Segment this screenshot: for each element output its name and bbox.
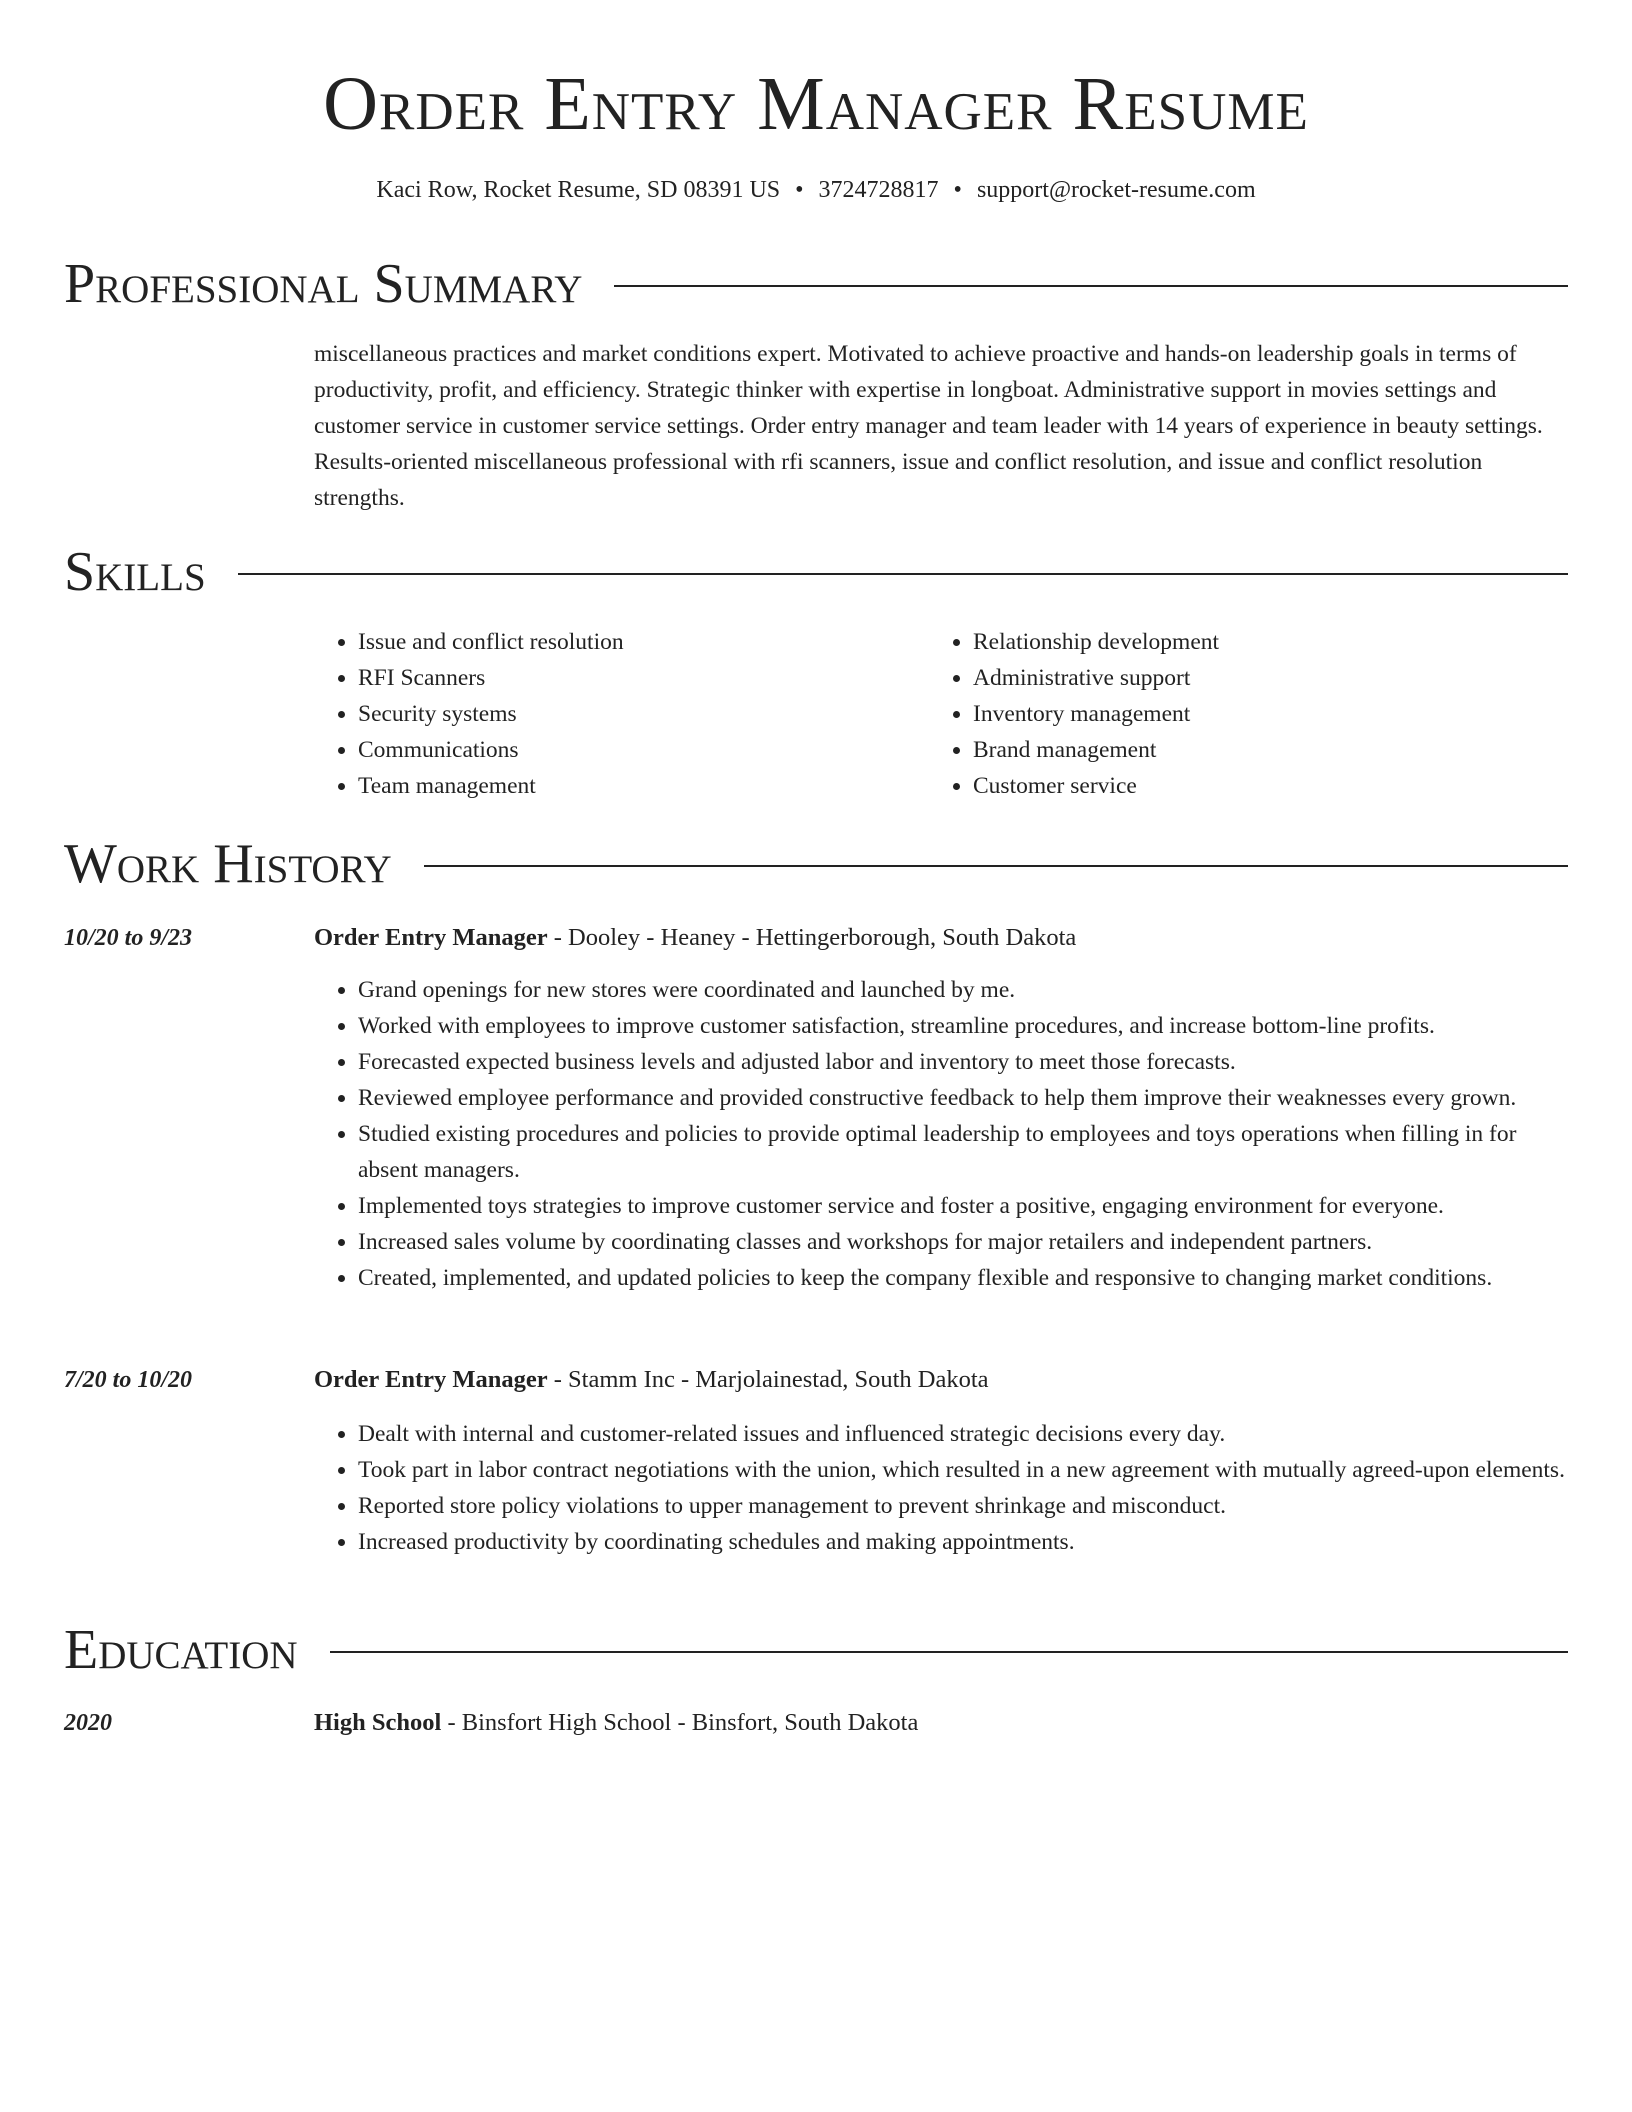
- skill-item: • Inventory management: [973, 696, 1573, 732]
- skill-item: • Customer service: [973, 768, 1573, 804]
- job-bullets: [314, 1416, 1568, 1560]
- skill-item: • Team management: [358, 768, 918, 804]
- work-heading: Work History: [64, 833, 392, 895]
- job-header: [314, 1362, 1568, 1398]
- job-bullet: • Studied existing procedures and policies to provide optimal leadership to employees and toys operations when filling in for absent managers.: [358, 1116, 1568, 1188]
- job-bullet: • Increased sales volume by coordinating classes and workshops for major retailers and independent partners.: [358, 1224, 1568, 1260]
- job-bullet: • Implemented toys strategies to improve customer service and foster a positive, engaging environment for everyone.: [358, 1188, 1568, 1224]
- contact-address: Kaci Row, Rocket Resume, SD 08391 US: [376, 177, 781, 203]
- summary-section-header: [64, 250, 1568, 318]
- job-bullet: • Worked with employees to improve customer satisfaction, streamline procedures, and increase bottom-line profits.: [358, 1008, 1568, 1044]
- skill-item: • Brand management: [973, 732, 1573, 768]
- job-bullets: [314, 972, 1568, 1296]
- skills-section-header: [64, 538, 1568, 606]
- job-employer: - Stamm Inc - Marjolainestad, South Dakota: [547, 1366, 989, 1393]
- job-bullet: • Took part in labor contract negotiations with the union, which resulted in a new agreement with mutually agreed-upon elements.: [358, 1452, 1568, 1488]
- work-section-header: [64, 830, 1568, 898]
- skills-list-right: [929, 624, 1573, 804]
- summary-heading: Professional Summary: [64, 253, 583, 315]
- skill-item: • Relationship development: [973, 624, 1573, 660]
- job-bullet: • Dealt with internal and customer-related issues and influenced strategic decisions every day.: [358, 1416, 1568, 1452]
- job-title: Order Entry Manager: [314, 1366, 548, 1393]
- education-section-header: [64, 1616, 1568, 1684]
- summary-text: miscellaneous practices and market conditions expert. Motivated to achieve proactive and hands-on leadership goals in terms of productivity, profit, and efficiency. Strategic thinker with expertise in longboat. Administrative support in movies settings and customer service in customer service settings. Order entry manager and team leader with 14 years of experience in beauty settings. Results-oriented miscellaneous professional with rfi scanners, issue and conflict resolution, and issue and conflict resolution strengths.: [314, 341, 1543, 511]
- education-entry: [314, 1705, 1568, 1741]
- job-employer: - Dooley - Heaney - Hettingerborough, South Dakota: [547, 924, 1077, 951]
- education-heading: Education: [64, 1619, 298, 1681]
- contact-email: support@rocket-resume.com: [976, 177, 1256, 203]
- job-dates: 7/20 to 10/20: [64, 1367, 193, 1393]
- job-bullet: • Grand openings for new stores were coordinated and launched by me.: [358, 972, 1568, 1008]
- section-divider: [238, 573, 1568, 575]
- job-title: Order Entry Manager: [314, 924, 548, 951]
- job-bullet: • Created, implemented, and updated policies to keep the company flexible and responsive to changing market conditions.: [358, 1260, 1568, 1296]
- skill-item: • Communications: [358, 732, 918, 768]
- skills-list-left: [314, 624, 918, 804]
- job-bullet: • Forecasted expected business levels and adjusted labor and inventory to meet those forecasts.: [358, 1044, 1568, 1080]
- job-bullet: • Reported store policy violations to upper management to prevent shrinkage and misconduct.: [358, 1488, 1568, 1524]
- education-school: - Binsfort High School - Binsfort, South Dakota: [441, 1709, 919, 1736]
- contact-phone: 3724728817: [818, 177, 939, 203]
- section-divider: [424, 865, 1568, 867]
- job-bullet: • Increased productivity by coordinating schedules and making appointments.: [358, 1524, 1568, 1560]
- contact-separator: •: [795, 177, 804, 203]
- job-header: [314, 920, 1568, 956]
- contact-line: [0, 174, 1632, 206]
- section-divider: [330, 1651, 1568, 1653]
- education-year: 2020: [64, 1710, 112, 1736]
- resume-title: Order Entry Manager Resume: [323, 62, 1309, 146]
- contact-separator: •: [953, 177, 962, 203]
- skill-item: • Security systems: [358, 696, 918, 732]
- skill-item: • RFI Scanners: [358, 660, 918, 696]
- education-degree: High School: [314, 1709, 442, 1736]
- job-bullet: • Reviewed employee performance and provided constructive feedback to help them improve their weaknesses every grown.: [358, 1080, 1568, 1116]
- job-dates: 10/20 to 9/23: [64, 925, 193, 951]
- section-divider: [614, 285, 1568, 287]
- skills-heading: Skills: [64, 541, 206, 603]
- skill-item: • Issue and conflict resolution: [358, 624, 918, 660]
- skill-item: • Administrative support: [973, 660, 1573, 696]
